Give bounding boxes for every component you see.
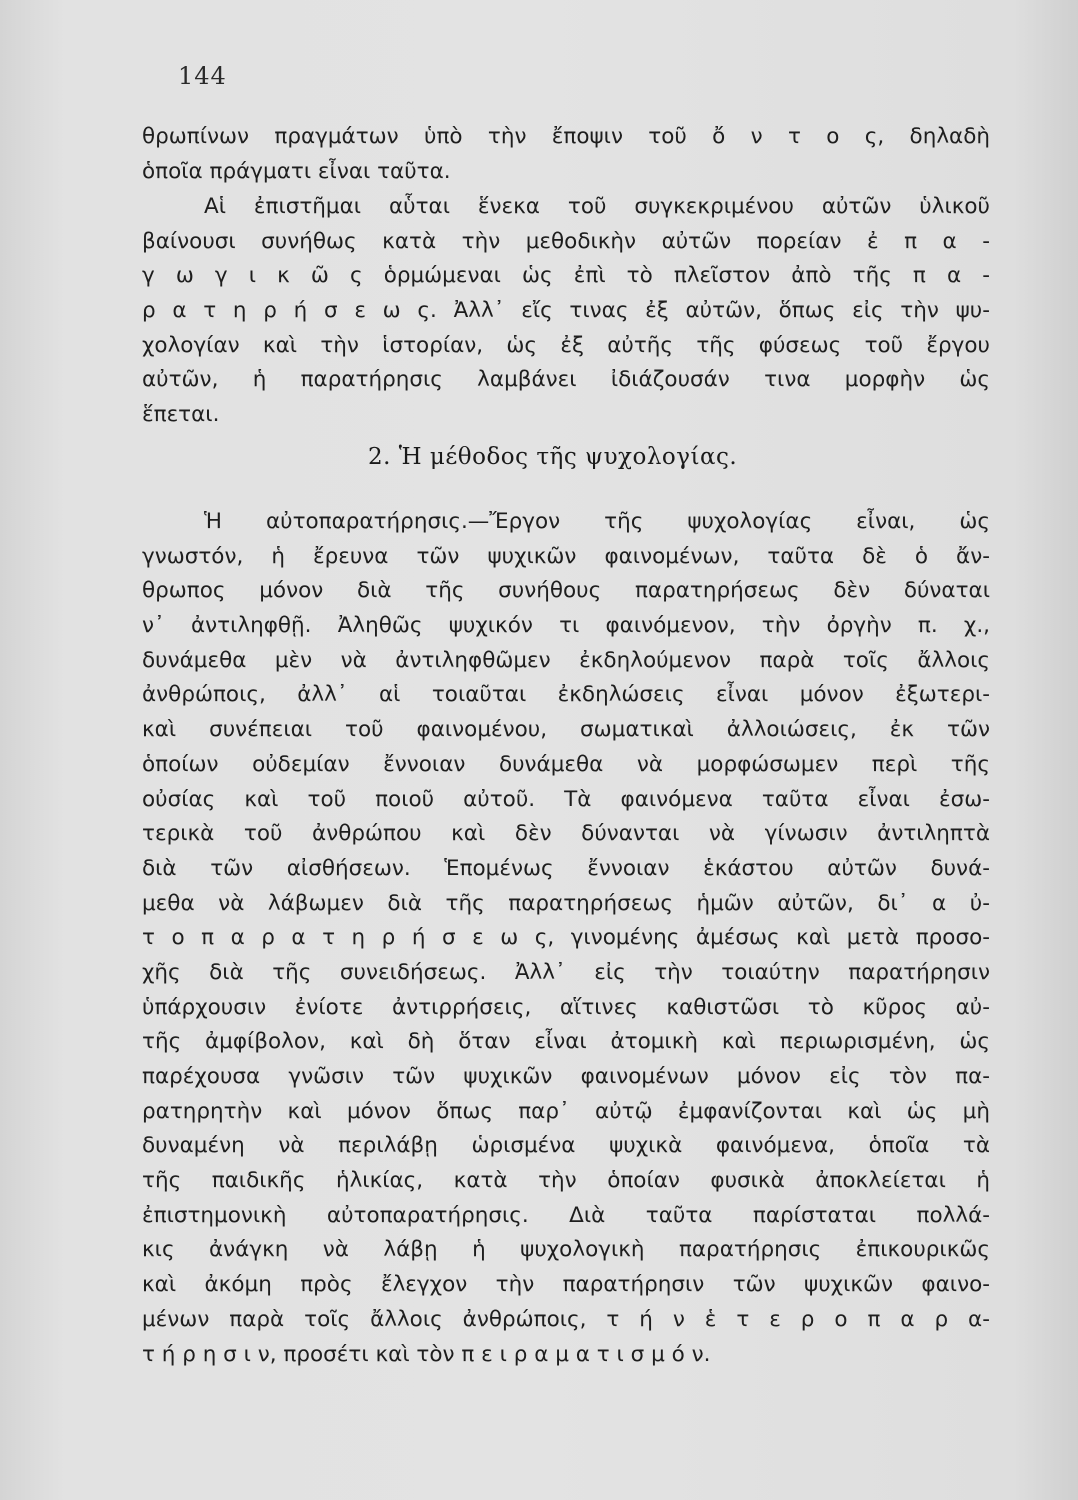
text-line: βαίνουσι συνήθως κατὰ τὴν μεθοδικὴν αὐτῶν πορείαν ἐ π α - [142, 228, 990, 254]
text-line: γ ω γ ι κ ῶ ς ὁρμώμεναι ὡς ἐπὶ τὸ πλεῖστον ἀπὸ τῆς π α - [142, 263, 990, 289]
text-line: ὑπάρχουσιν ἐνίοτε ἀντιρρήσεις, αἵτινες καθιστῶσι τὸ κῦρος αὐ- [142, 994, 990, 1020]
text-line: καὶ ἀκόμη πρὸς ἔλεγχον τὴν παρατήρησιν τῶν ψυχικῶν φαινο- [142, 1272, 990, 1298]
paragraph-3 [142, 505, 990, 1372]
text-line: τῆς ἀμφίβολον, καὶ δὴ ὅταν εἶναι ἀτομικὴ καὶ περιωρισμένη, ὡς [142, 1029, 990, 1055]
text-line: χολογίαν καὶ τὴν ἱστορίαν, ὡς ἐξ αὐτῆς τῆς φύσεως τοῦ ἔργου [142, 332, 990, 358]
text-line: παρέχουσα γνῶσιν τῶν ψυχικῶν φαινομένων μόνον εἰς τὸν πα- [142, 1064, 990, 1089]
text-line: τερικὰ τοῦ ἀνθρώπου καὶ δὲν δύνανται νὰ γίνωσιν ἀντιληπτὰ [142, 821, 990, 847]
text-line: ἐπιστημονικὴ αὐτοπαρατήρησις. Διὰ ταῦτα παρίσταται πολλά- [142, 1202, 990, 1228]
text-line: δυναμένη νὰ περιλάβῃ ὡρισμένα ψυχικὰ φαινόμενα, ὁποῖα τὰ [142, 1133, 990, 1159]
text-line: θρωπος μόνον διὰ τῆς συνήθους παρατηρήσεως δὲν δύναται [142, 578, 990, 604]
text-line: δυνάμεθα μὲν νὰ ἀντιληφθῶμεν ἐκδηλούμενον παρὰ τοῖς ἄλλοις [142, 647, 990, 673]
text-line: ρ α τ η ρ ή σ ε ω ς. Ἀλλ᾽ εἴς τινας ἐξ αὐτῶν, ὅπως εἰς τὴν ψυ- [142, 298, 990, 324]
text-line: χῆς διὰ τῆς συνειδήσεως. Ἀλλ᾽ εἰς τὴν τοιαύτην παρατήρησιν [142, 959, 990, 985]
text-line: Ἡ αὐτοπαρατήρησις.—Ἔργον τῆς ψυχολογίας εἶναι, ὡς [204, 509, 990, 534]
text-line: τῆς παιδικῆς ἡλικίας, κατὰ τὴν ὁποίαν φυσικὰ ἀποκλείεται ἡ [142, 1168, 990, 1194]
paragraph-2 [142, 190, 990, 433]
text-line: ὁποῖα πράγματι εἶναι ταῦτα. [142, 158, 451, 184]
text-line: γνωστόν, ἡ ἔρευνα τῶν ψυχικῶν φαινομένων, ταῦτα δὲ ὁ ἄν- [142, 543, 990, 569]
text-line: κις ἀνάγκη νὰ λάβῃ ἡ ψυχολογικὴ παρατήρησις ἐπικουρικῶς [142, 1237, 990, 1263]
page-number: 144 [178, 62, 227, 90]
text-line: καὶ συνέπειαι τοῦ φαινομένου, σωματικαὶ ἀλλοιώσεις, ἐκ τῶν [142, 717, 990, 743]
text-line: ἀνθρώποις, ἀλλ᾽ αἱ τοιαῦται ἐκδηλώσεις εἶναι μόνον ἐξωτερι- [142, 682, 990, 708]
text-line: τ ή ρ η σ ι ν, προσέτι καὶ τὸν π ε ι ρ α μ α τ ι σ μ ό ν. [142, 1341, 711, 1367]
text-line: οὐσίας καὶ τοῦ ποιοῦ αὐτοῦ. Τὰ φαινόμενα ταῦτα εἶναι ἐσω- [142, 786, 990, 812]
paragraph-1 [142, 120, 990, 189]
text-line: ἕπεται. [142, 402, 220, 428]
text-line: ν᾽ ἀντιληφθῇ. Ἀληθῶς ψυχικόν τι φαινόμενον, τὴν ὀργὴν π. χ., [142, 613, 990, 639]
text-line: μένων παρὰ τοῖς ἄλλοις ἀνθρώποις, τ ή ν ἑ τ ε ρ ο π α ρ α- [142, 1306, 990, 1332]
text-line: αὐτῶν, ἡ παρατήρησις λαμβάνει ἰδιάζουσάν τινα μορφὴν ὡς [142, 367, 990, 393]
text-line: τ ο π α ρ α τ η ρ ή σ ε ω ς, γινομένης ἀμέσως καὶ μετὰ προσο- [142, 925, 990, 951]
text-line: διὰ τῶν αἰσθήσεων. Ἑπομένως ἔννοιαν ἑκάστου αὐτῶν δυνά- [142, 855, 990, 881]
text-line: Αἱ ἐπιστῆμαι αὗται ἕνεκα τοῦ συγκεκριμένου αὐτῶν ὑλικοῦ [204, 194, 990, 219]
section-heading: 2. Ἡ μέθοδος τῆς ψυχολογίας. [368, 444, 738, 470]
text-line: μεθα νὰ λάβωμεν διὰ τῆς παρατηρήσεως ἡμῶν αὐτῶν, δι᾽ α ὐ- [142, 890, 990, 916]
text-line: ρατηρητὴν καὶ μόνον ὅπως παρ᾽ αὐτῷ ἐμφανίζονται καὶ ὡς μὴ [142, 1098, 990, 1124]
text-line: ὁποίων οὐδεμίαν ἔννοιαν δυνάμεθα νὰ μορφώσωμεν περὶ τῆς [142, 751, 990, 777]
text-line: θρωπίνων πραγμάτων ὑπὸ τὴν ἔποψιν τοῦ ὄ ν τ ο ς, δηλαδὴ [142, 124, 990, 149]
